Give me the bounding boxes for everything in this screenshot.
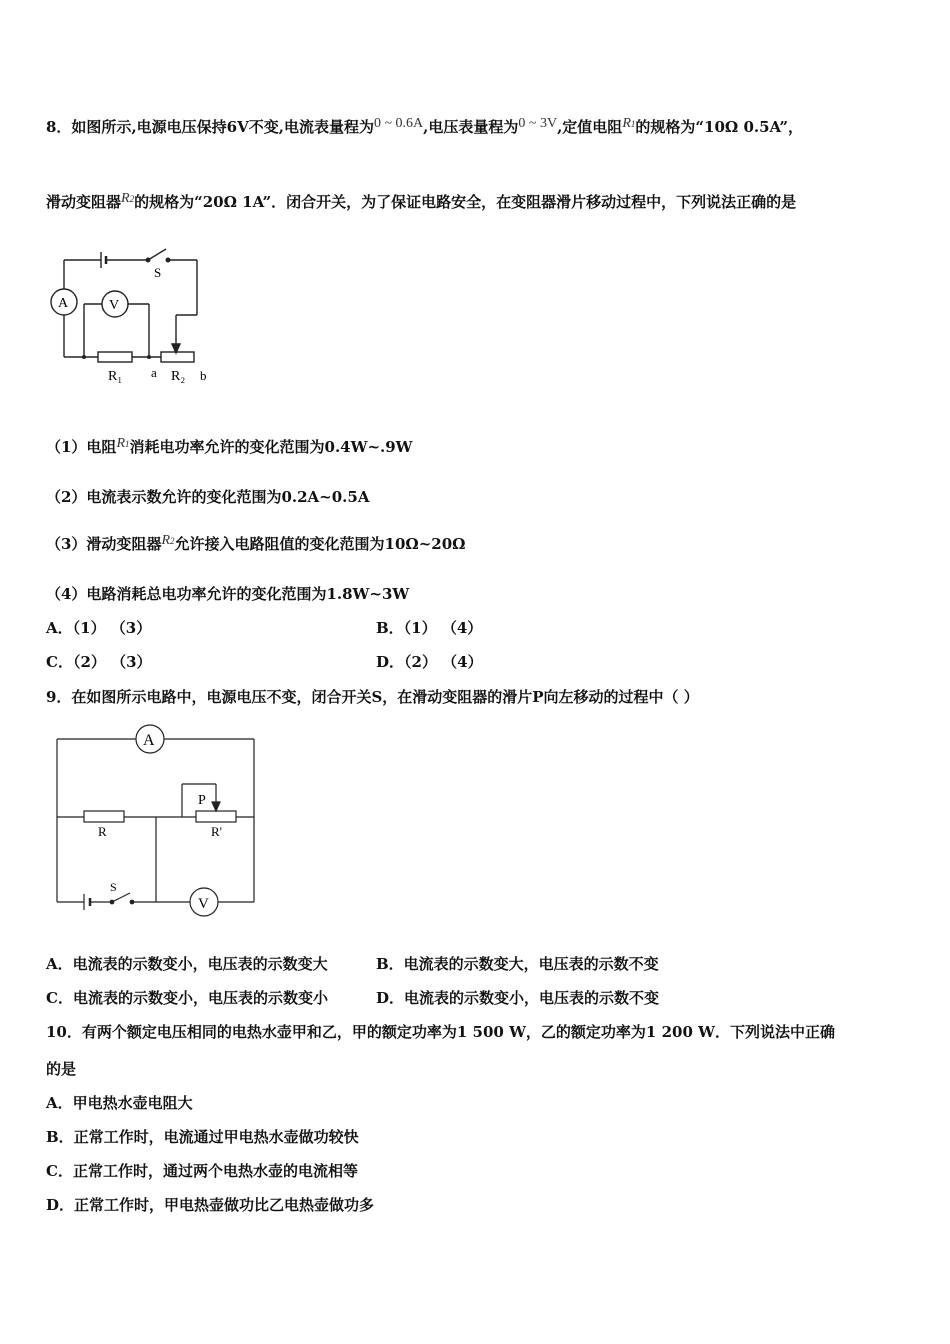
- q8-statement-3: （3）滑动变阻器R2允许接入电路阻值的变化范围为10Ω~20Ω: [46, 533, 466, 553]
- switch-label: S: [110, 880, 117, 894]
- q8-stem-text: ,定值电阻: [557, 118, 623, 136]
- r2-rheostat: [161, 352, 194, 362]
- ammeter-label: A: [143, 732, 155, 749]
- r2-symbol: R2: [121, 191, 135, 206]
- q10-stem-line1: 10．有两个额定电压相同的电热水壶甲和乙，甲的额定功率为1 500 W，乙的额定功率为1 200 W．下列说法中正确: [46, 1023, 835, 1041]
- q9-option-a[interactable]: A．电流表的示数变小，电压表的示数变大: [46, 955, 328, 973]
- q10-option-a[interactable]: A．甲电热水壶电阻大: [46, 1094, 193, 1112]
- q8-statement-2: （2）电流表示数允许的变化范围为0.2A~0.5A: [46, 488, 370, 506]
- q8-option-a[interactable]: A．（1） （3）: [46, 619, 152, 637]
- q10-option-d[interactable]: D．正常工作时，甲电热壶做功比乙电热壶做功多: [46, 1196, 375, 1214]
- q8-stem-text: 滑动变阻器: [46, 193, 122, 211]
- ammeter-label: A: [58, 296, 69, 311]
- ammeter-range: 0 ~ 0.6A: [373, 116, 424, 131]
- q10-option-b[interactable]: B．正常工作时，电流通过甲电热水壶做功较快: [46, 1128, 359, 1146]
- r1-resistor: [98, 352, 132, 362]
- r1-symbol: R1: [622, 116, 636, 131]
- q9-option-b[interactable]: B．电流表的示数变大，电压表的示数不变: [376, 955, 659, 973]
- q8-stem-line2: [46, 191, 796, 212]
- q8-stem-text: 的规格为“10Ω 0.5A”，: [635, 118, 804, 136]
- q8-statement-1: （1）电阻R1消耗电功率允许的变化范围为0.4W~.9W: [46, 436, 413, 456]
- terminal-a-label: a: [151, 365, 157, 380]
- q8-circuit-diagram: [46, 240, 226, 390]
- slider-p-label: P: [198, 793, 206, 808]
- q8-stem-line1: [46, 116, 803, 137]
- q8-stem-text: 的规格为“20Ω 1A”．闭合开关，为了保证电路安全，在变阻器滑片移动过程中，下列说法正确的是: [134, 193, 797, 211]
- q8-stem-text: ,电压表量程为: [423, 118, 519, 136]
- q9-stem: 9．在如图所示电路中，电源电压不变，闭合开关S，在滑动变阻器的滑片P向左移动的过程中（ ）: [46, 688, 699, 706]
- r2-symbol: R2: [161, 533, 175, 548]
- q9-option-d[interactable]: D．电流表的示数变小，电压表的示数不变: [376, 989, 660, 1007]
- q8-stem-text: 8．如图所示,电源电压保持6V不变,电流表量程为: [46, 118, 374, 136]
- q10-stem-line2: 的是: [46, 1060, 77, 1078]
- voltmeter-label: V: [198, 896, 209, 912]
- voltmeter-label: V: [109, 298, 120, 313]
- voltmeter-range: 0 ~ 3V: [518, 116, 558, 131]
- q9-option-c[interactable]: C．电流表的示数变小，电压表的示数变小: [46, 989, 328, 1007]
- switch-lever: [148, 249, 166, 260]
- q9-circuit-diagram: [50, 722, 265, 922]
- q8-option-d[interactable]: D．（2） （4）: [376, 653, 483, 671]
- q8-option-c[interactable]: C．（2） （3）: [46, 653, 152, 671]
- switch-lever: [112, 893, 130, 902]
- r2-label: R₂: [171, 369, 186, 384]
- terminal-b-label: b: [200, 368, 207, 383]
- q8-option-b[interactable]: B．（1） （4）: [376, 619, 483, 637]
- rp-label: R': [211, 824, 223, 839]
- switch-label: S: [154, 265, 162, 280]
- r-resistor: [84, 811, 124, 822]
- q8-statement-4: （4）电路消耗总电功率允许的变化范围为1.8W~3W: [46, 585, 410, 603]
- q10-option-c[interactable]: C．正常工作时，通过两个电热水壶的电流相等: [46, 1162, 358, 1180]
- rp-rheostat: [196, 811, 236, 822]
- r-label: R: [98, 824, 107, 839]
- r1-symbol: R1: [116, 436, 130, 451]
- r1-label: R₁: [108, 369, 123, 384]
